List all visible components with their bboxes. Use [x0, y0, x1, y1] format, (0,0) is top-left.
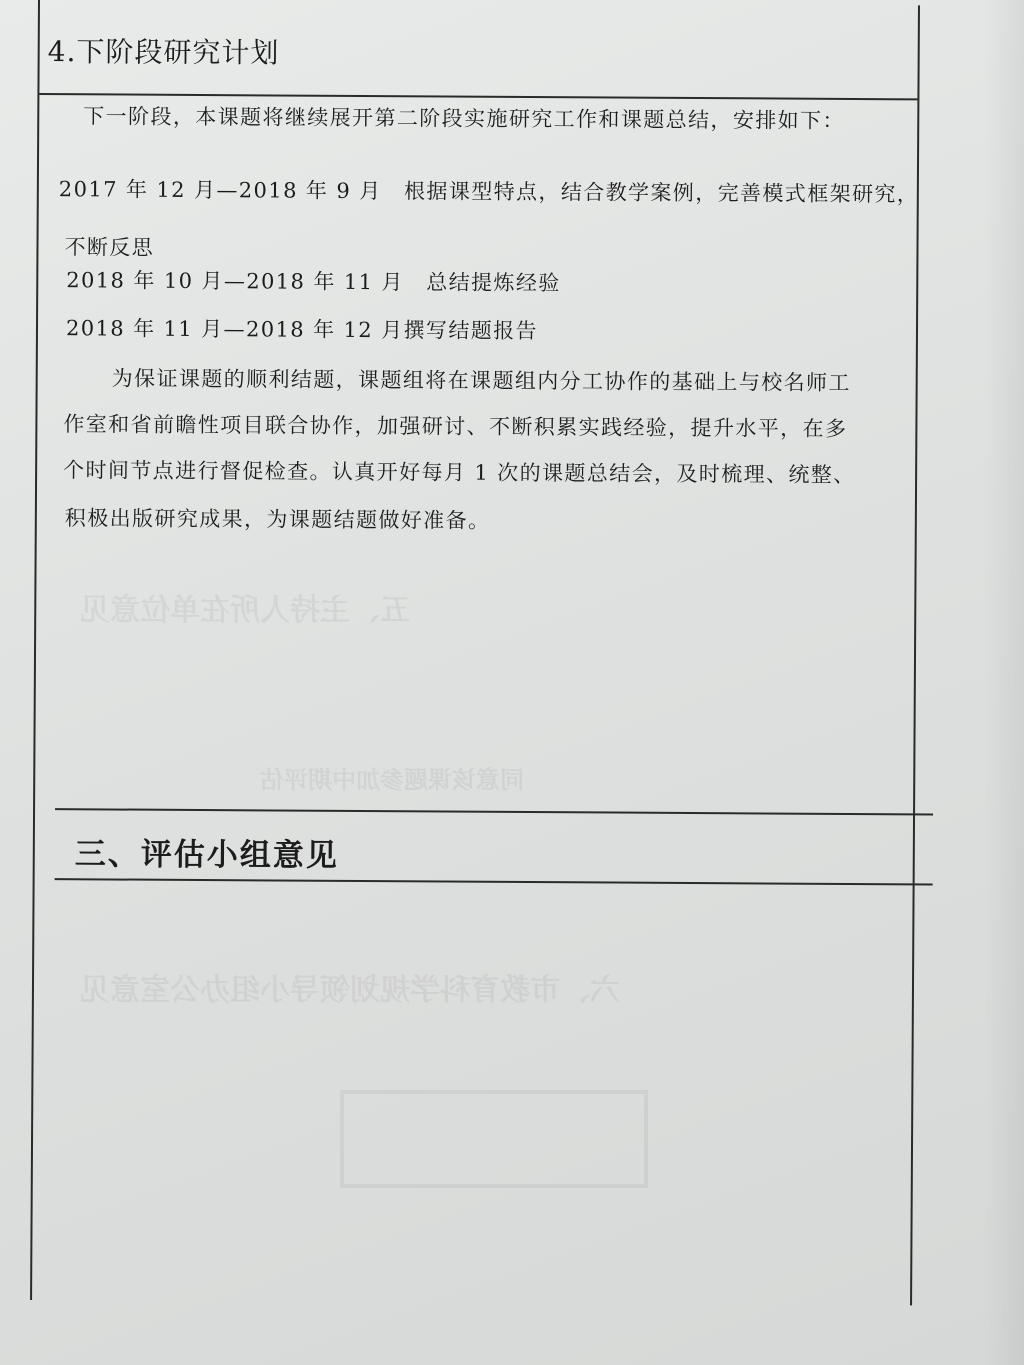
paragraph-line: 下一阶段，本课题将继续展开第二阶段实施研究工作和课题总结，安排如下：	[83, 104, 845, 133]
bleed-through-text: 六、市教育科学规划领导小组办公室意见	[80, 973, 620, 1008]
paragraph-line: 作室和省前瞻性项目联合协作，加强研讨、不断积累实践经验，提升水平，在多	[63, 412, 848, 441]
bleed-through-text: 五、主持人所在单位意见	[80, 593, 410, 628]
table-rule	[55, 878, 933, 885]
bleed-through-text: 同意该课题参加中期评估	[260, 766, 524, 794]
paragraph-line: 2018 年 11 月—2018 年 12 月撰写结题报告	[65, 316, 539, 344]
paragraph-line: 个时间节点进行督促检查。认真开好每月 1 次的课题总结会，及时梳理、统整、	[63, 458, 856, 488]
form-table	[30, 0, 920, 1305]
paragraph-line: 不断反思	[64, 235, 155, 260]
section-4-title: 4.下阶段研究计划	[47, 35, 280, 70]
table-rule	[55, 808, 933, 815]
section-3-title: 三、评估小组意见	[74, 836, 339, 874]
table-rule	[39, 93, 917, 100]
paragraph-line: 积极出版研究成果，为课题结题做好准备。	[64, 506, 491, 533]
page-shadow	[984, 0, 1024, 1365]
paragraph-line: 2018 年 10 月—2018 年 11 月 总结提炼经验	[66, 268, 561, 296]
paragraph-line: 2017 年 12 月—2018 年 9 月 根据课型特点，结合教学案例，完善模式框架研究，	[58, 177, 920, 207]
paragraph-line: 为保证课题的顺利结题，课题组将在课题组内分工协作的基础上与校名师工	[111, 366, 851, 395]
